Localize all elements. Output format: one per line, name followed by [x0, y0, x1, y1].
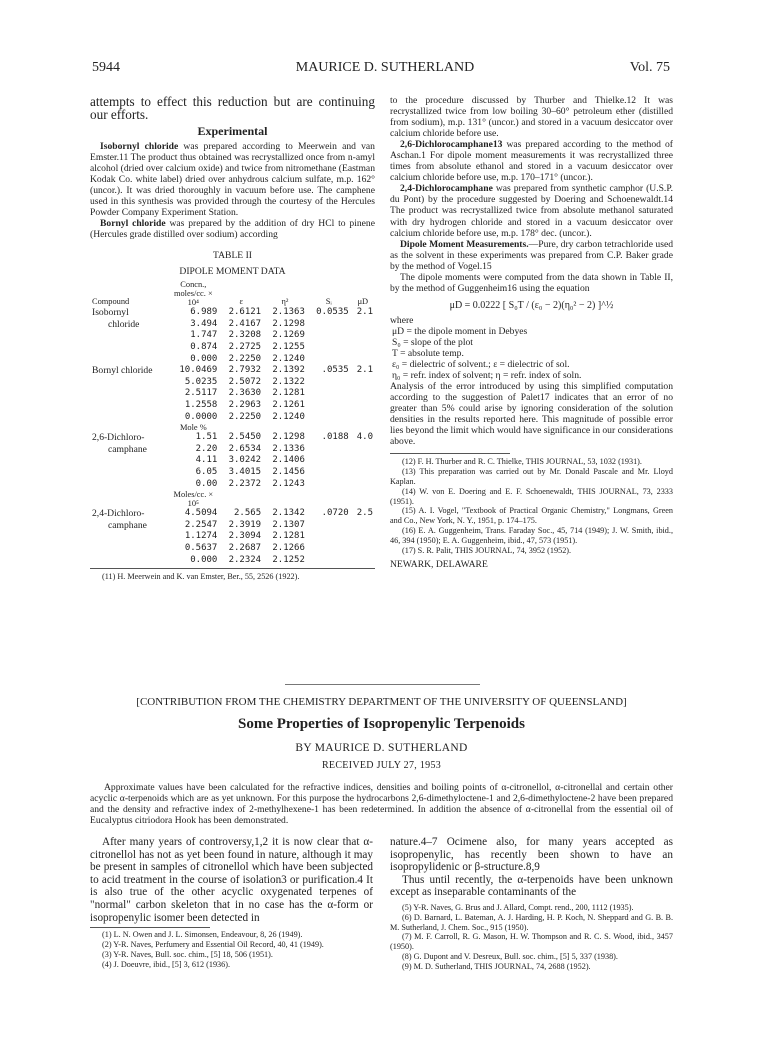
table-cell: 1.1274: [184, 531, 218, 542]
table-row: [90, 412, 375, 424]
table-cell: 2.1266: [272, 542, 305, 553]
definitions-list: [390, 326, 673, 381]
table-cell: 0.874: [190, 342, 218, 353]
compound-name-cell: 2,6-Dichloro-: [92, 432, 145, 444]
dipole-cell: [351, 479, 375, 491]
table-label: TABLE II: [213, 250, 252, 262]
table-cell: 2.3630: [228, 388, 262, 399]
slope-cell: [307, 555, 351, 567]
paragraph-26-dichloro: 2,6-Dichlorocamphane13 was prepared according to the method of Aschan.1 For dipole moment measurements it was recrystallized three times from absolute ethanol and stored in a vacuum desiccator over calcium chloride before use, m.p. 170–171° (uncor.).: [390, 139, 673, 184]
dipole-cell: 2.1: [356, 307, 373, 318]
where-label: where: [390, 314, 414, 326]
footnote-item: (2) Y-R. Naves, Perfumery and Essential Oil Record, 40, 41 (1949).: [102, 939, 324, 949]
table-row: [90, 307, 375, 319]
definition-item: S₀ = slope of the plot: [392, 336, 473, 348]
table-unit-label: Mole %: [179, 423, 207, 433]
table-cell: 2.3208: [228, 330, 262, 341]
col-header-eta2: η²: [281, 296, 289, 306]
table-cell: 2.6534: [228, 443, 262, 454]
dipole-cell: [351, 412, 375, 424]
dipole-cell: [351, 531, 375, 543]
compound-name-cell: [90, 555, 167, 567]
article2-right-footnotes: [390, 903, 673, 972]
slope-cell: [307, 412, 351, 424]
dipole-cell: 2.1: [356, 365, 373, 376]
footnote-item: (6) D. Barnard, L. Bateman, A. J. Harding, H. P. Koch, N. Sheppard and G. B. B. M. Sutherland, J. Chem. Soc., 915 (1950).: [390, 912, 673, 932]
table-cell: 2.1363: [272, 307, 305, 318]
article-divider: [285, 684, 480, 685]
definition-item: μD = the dipole moment in Debyes: [392, 325, 528, 337]
slope-cell: [307, 388, 351, 400]
table-cell: 2.1269: [272, 330, 305, 341]
table-cell: 1.2558: [184, 399, 218, 410]
volume-number: Vol. 75: [629, 60, 670, 75]
footnote-item: (15) A. I. Vogel, "Textbook of Practical Organic Chemistry," Longmans, Green and Co., New York, N. Y., 1951, p. 174–175.: [390, 506, 673, 526]
table-cell: 3.0242: [228, 455, 262, 466]
slope-cell: [307, 479, 351, 491]
table-cell: 4.11: [195, 455, 218, 466]
table-cell: 0.5637: [184, 542, 218, 553]
table-row: [90, 319, 375, 331]
table-cell: 2.1406: [272, 455, 305, 466]
paragraph-bornyl: Bornyl chloride was prepared by the addition of dry HCl to pinene (Hercules grade distilled over sodium) according: [90, 218, 375, 241]
dipole-cell: [351, 342, 375, 354]
table-cell: 2.1307: [272, 519, 305, 530]
dipole-cell: [351, 444, 375, 456]
article-byline: BY MAURICE D. SUTHERLAND: [295, 742, 468, 754]
table-header-row: [90, 280, 375, 307]
left-lead-text: attempts to effect this reduction but are continuing our efforts.: [90, 94, 375, 123]
slope-cell: [307, 543, 351, 555]
col-header-concn: Concn., moles/cc. × 10⁴: [173, 280, 213, 308]
table-row: [90, 377, 375, 389]
table-cell: 2.1342: [272, 508, 305, 519]
compound-name-cell: chloride: [108, 318, 140, 330]
compound-name-cell: [90, 412, 167, 424]
footnote-item: (5) Y-R. Naves, G. Brus and J. Allard, Compt. rend., 200, 1112 (1935).: [402, 902, 634, 912]
table-rule: [90, 568, 375, 569]
compound-name-cell: 2,4-Dichloro-: [92, 508, 145, 520]
table-row: [90, 467, 375, 479]
table-cell: 6.05: [195, 466, 218, 477]
col-header-s: Sᵢ: [325, 296, 332, 306]
table-cell: 2.1261: [272, 399, 305, 410]
compound-name-cell: [90, 388, 167, 400]
left-column: [90, 95, 375, 582]
compound-name-cell: [90, 342, 167, 354]
section-heading-experimental: Experimental: [197, 123, 268, 138]
table-cell: 1.747: [190, 330, 218, 341]
table-cell: 2.1281: [272, 531, 305, 542]
page-number: 5944: [92, 60, 120, 75]
table-cell: 3.494: [190, 318, 218, 329]
table-cell: 2.5117: [184, 388, 218, 399]
dipole-cell: [351, 388, 375, 400]
table-unit-row: [90, 490, 375, 508]
table-cell: 3.4015: [228, 466, 262, 477]
article2-ocimene-text: nature.4–7 Ocimene also, for many years accepted as isopropenylic, has recently been shown to have an isopropylidenic or β-structure.8,9: [390, 836, 673, 874]
table-row: [90, 330, 375, 342]
compound-name-cell: [90, 531, 167, 543]
table-cell: 5.0235: [184, 376, 218, 387]
table-cell: 2.1240: [272, 353, 305, 364]
table-row: [90, 365, 375, 377]
article-title: Some Properties of Isopropenylic Terpenoids: [238, 716, 525, 732]
table-cell: 0.00: [195, 478, 218, 489]
compound-name-cell: camphane: [108, 443, 147, 455]
dipole-moment-table: [90, 280, 375, 566]
table-cell: 2.2372: [228, 478, 262, 489]
article2-left-fn-rule: [90, 927, 210, 928]
right-footnotes: [390, 457, 673, 555]
compound-name-cell: [90, 330, 167, 342]
table-title: DIPOLE MOMENT DATA: [179, 266, 286, 278]
slope-cell: [307, 455, 351, 467]
footnote-item: (14) W. von E. Doering and E. F. Schoenewaldt, THIS JOURNAL, 73, 2333 (1951).: [390, 486, 673, 506]
table-row: [90, 342, 375, 354]
slope-cell: [307, 531, 351, 543]
table-cell: 2.1336: [272, 443, 305, 454]
table-row: [90, 508, 375, 520]
footnote-11: (11) H. Meerwein and K. van Emster, Ber., 55, 2526 (1922).: [102, 572, 300, 582]
definition-item: T = absolute temp.: [392, 347, 464, 359]
table-cell: 2.1392: [272, 365, 305, 376]
compound-name-cell: Bornyl chloride: [92, 365, 153, 377]
table-cell: 2.1298: [272, 432, 305, 443]
compound-name-cell: [90, 479, 167, 491]
footnote-item: (7) M. F. Carroll, R. G. Mason, H. W. Thompson and R. C. S. Wood, ibid., 3457 (1950).: [390, 932, 673, 952]
table-cell: 2.1456: [272, 466, 305, 477]
footnote-item: (1) L. N. Owen and J. L. Simonsen, Endeavour, 8, 26 (1949).: [102, 930, 303, 940]
table-cell: 0.000: [190, 353, 218, 364]
footnote-item: (3) Y-R. Naves, Bull. soc. chim., [5] 18, 506 (1951).: [102, 949, 273, 959]
table-cell: 2.3094: [228, 531, 262, 542]
table-cell: 2.1255: [272, 342, 305, 353]
footnote-item: (8) G. Dupont and V. Desreux, Bull. soc. chim., [5] 5, 337 (1938).: [402, 951, 618, 961]
paragraph-24-dichloro: 2,4-Dichlorocamphane was prepared from synthetic camphor (U.S.P. du Pont) by the procedure suggested by Doering and Schoenewaldt.14 The product was recrystallized twice from absolute methanol saturated with dry hydrogen chloride and stored in a vacuum desiccator over calcium chloride before use, m.p. 178° dec. (uncor.).: [390, 183, 673, 239]
slope-cell: .0535: [321, 365, 349, 376]
dipole-cell: [351, 467, 375, 479]
dipole-cell: [351, 400, 375, 412]
table-unit-row: [90, 423, 375, 432]
dipole-cell: [351, 377, 375, 389]
table-row: [90, 555, 375, 567]
table-cell: 0.000: [190, 554, 218, 565]
slope-cell: [307, 354, 351, 366]
dipole-cell: [351, 543, 375, 555]
table-cell: 2.3919: [228, 519, 262, 530]
article2-intro-text: After many years of controversy,1,2 it is now clear that α-citronellol has not as yet been found in nature, although it may be present in samples of citronellol which have been subjected to acid treatment in the course of isolation3 or purification.4 It is also true of the other acyclic oxygenated terpenes of "normal" carbon skeleton that in no case has the α-form or isopropenylic isomer been detected in: [90, 836, 373, 924]
col-header-compound: Compound: [92, 296, 130, 306]
contribution-line: [CONTRIBUTION FROM THE CHEMISTRY DEPARTMENT OF THE UNIVERSITY OF QUEENSLAND]: [136, 696, 627, 708]
right-column: [390, 95, 673, 570]
table-row: [90, 444, 375, 456]
table-cell: 2.5072: [228, 376, 262, 387]
col-header-mu: μD: [357, 296, 369, 306]
slope-cell: [307, 342, 351, 354]
dipole-cell: [351, 354, 375, 366]
dipole-cell: 2.5: [356, 508, 373, 519]
slope-cell: .0720: [321, 508, 349, 519]
table-cell: 4.5094: [184, 508, 218, 519]
slope-cell: [307, 377, 351, 389]
table-cell: 2.2687: [228, 542, 262, 553]
compound-name-cell: [90, 377, 167, 389]
dipole-cell: [351, 455, 375, 467]
compound-name-cell: [90, 400, 167, 412]
place-newark: NEWARK, DELAWARE: [390, 559, 488, 571]
table-cell: 2.1322: [272, 376, 305, 387]
footnote-rule: [390, 453, 510, 454]
slope-cell: .0188: [321, 432, 349, 443]
compound-name-cell: camphane: [108, 519, 147, 531]
table-cell: 1.51: [195, 432, 218, 443]
footnote-item: (13) This preparation was carried out by Mr. Donald Pascale and Mr. Lloyd Kaplan.: [390, 467, 673, 486]
dipole-cell: [351, 330, 375, 342]
paragraph-error-analysis: Analysis of the error introduced by using this simplified computation according to the suggestion of Palet17 indicates that an error of no greater than 5% could arise by ignoring consideration of the solution densities in the results reported here. This magnitude of possible error lies beyond the limit which would have significance in our considerations above.: [390, 381, 673, 448]
table-row: [90, 455, 375, 467]
article2-right-column: [390, 836, 673, 972]
table-row: [90, 400, 375, 412]
table-row: [90, 531, 375, 543]
table-cell: 2.4167: [228, 318, 262, 329]
table-cell: 2.1240: [272, 411, 305, 422]
dipole-cell: [351, 555, 375, 567]
paragraph-guggenheim: The dipole moments were computed from the data shown in Table II, by the method of Guggenheim16 using the equation: [390, 271, 673, 294]
compound-name-cell: Isobornyl: [92, 307, 129, 319]
table-cell: 2.1243: [272, 478, 305, 489]
table-row: [90, 479, 375, 491]
paragraph-isobornyl: Isobornyl chloride was prepared according to Meerwein and van Emster.11 The product thus obtained was recrystallized once from n-amyl alcohol (dried over calcium oxide) and twice from nitromethane (Eastman Kodak Co. white label) dried over anhydrous calcium sulfate, m.p. 162° (uncor.). It was dried thoroughly in vacuum before use. The camphene used in this synthesis was provided through the courtesy of the Hercules Powder Company Experiment Station.: [90, 140, 375, 219]
table-cell: 2.2963: [228, 399, 262, 410]
table-cell: 2.7932: [228, 365, 262, 376]
received-date: RECEIVED JULY 27, 1953: [321, 760, 442, 771]
table-cell: 2.1281: [272, 388, 305, 399]
footnote-item: (9) M. D. Sutherland, THIS JOURNAL, 74, 2688 (1952).: [402, 961, 591, 971]
running-head-author: MAURICE D. SUTHERLAND: [295, 60, 475, 75]
compound-name-cell: [90, 543, 167, 555]
slope-cell: [307, 520, 351, 532]
dipole-cell: [351, 520, 375, 532]
paragraph-dipole-measurements: Dipole Moment Measurements.—Pure, dry carbon tetrachloride used as the solvent in these experiments was prepared from C.P. Baker grade by the method of Vogel.15: [390, 238, 674, 272]
table-cell: 2.5450: [228, 432, 262, 443]
compound-name-cell: [90, 467, 167, 479]
table-cell: 2.2547: [184, 519, 218, 530]
table-unit-label: Moles/cc. × 10⁵: [173, 490, 214, 509]
definition-item: η₀ = refr. index of solvent; η = refr. index of soln.: [392, 370, 582, 382]
slope-cell: [307, 330, 351, 342]
table-cell: 2.2725: [228, 342, 262, 353]
table-row: [90, 388, 375, 400]
footnote-item: (16) E. A. Guggenheim, Trans. Faraday Soc., 45, 714 (1949); J. W. Smith, ibid., 46, 394 (1950); E. A. Guggenheim, ibid., 47, 573 (1951).: [390, 525, 673, 545]
definition-item: ε₀ = dielectric of solvent.; ε = dielectric of sol.: [392, 359, 570, 371]
table-cell: 2.1298: [272, 318, 305, 329]
table-cell: 2.565: [234, 508, 262, 519]
table-row: [90, 543, 375, 555]
table-cell: 2.2250: [228, 353, 262, 364]
footnote-item: (12) F. H. Thurber and R. C. Thielke, THIS JOURNAL, 53, 1032 (1931).: [402, 457, 642, 467]
footnote-item: (4) J. Doeuvre, ibid., [5] 3, 612 (1936).: [102, 959, 231, 969]
slope-cell: [307, 467, 351, 479]
table-cell: 2.2250: [228, 411, 262, 422]
table-cell: 2.20: [195, 443, 218, 454]
compound-name-cell: [90, 455, 167, 467]
slope-cell: 0.0535: [316, 307, 349, 318]
footnote-item: (17) S. R. Palit, THIS JOURNAL, 74, 3952 (1952).: [402, 545, 572, 555]
article2-thus-text: Thus until recently, the α-terpenoids have been unknown except as inseparable contaminants of the: [390, 873, 673, 899]
article2-left-column: [90, 836, 373, 969]
dipole-equation: μD = 0.0222 [ S₀T / (ε₀ − 2)(η₀² − 2) ]^½: [449, 299, 614, 311]
dipole-cell: 4.0: [356, 432, 373, 443]
compound-name-cell: [90, 354, 167, 366]
table-cell: 2.1252: [272, 554, 305, 565]
col-header-epsilon: ε: [239, 296, 243, 306]
table-row: [90, 432, 375, 444]
table-row: [90, 520, 375, 532]
slope-cell: [307, 444, 351, 456]
paragraph-thurber: to the procedure discussed by Thurber and Thielke.12 It was recrystallized twice from low boiling 30–60° petroleum ether (distilled from sodium), m.p. 131° (uncor.) and stored in a vacuum desiccator over calcium chloride before use.: [390, 95, 673, 140]
dipole-cell: [351, 319, 375, 331]
slope-cell: [307, 319, 351, 331]
table-cell: 6.989: [190, 307, 218, 318]
table-row: [90, 354, 375, 366]
table-cell: 2.6121: [228, 307, 262, 318]
article2-left-footnotes: [90, 930, 373, 969]
table-cell: 2.2324: [228, 554, 262, 565]
table-cell: 0.0000: [184, 411, 218, 422]
table-cell: 10.0469: [179, 365, 218, 376]
abstract: Approximate values have been calculated for the refractive indices, densities and boiling points of α-citronellol, α-citronellal and certain other acyclic α-terpenoids which are as yet unknown. For this purpose the hydrocarbons 2,6-dimethyloctene-1 and 2,6-dimethyloctene-2 have been prepared and the density and refractive index of 2-methylhexene-1 has been redetermined. In addition the absence of α-citronellal from the essential oil of Eucalyptus citriodora Hook has been demonstrated.: [90, 782, 673, 826]
slope-cell: [307, 400, 351, 412]
